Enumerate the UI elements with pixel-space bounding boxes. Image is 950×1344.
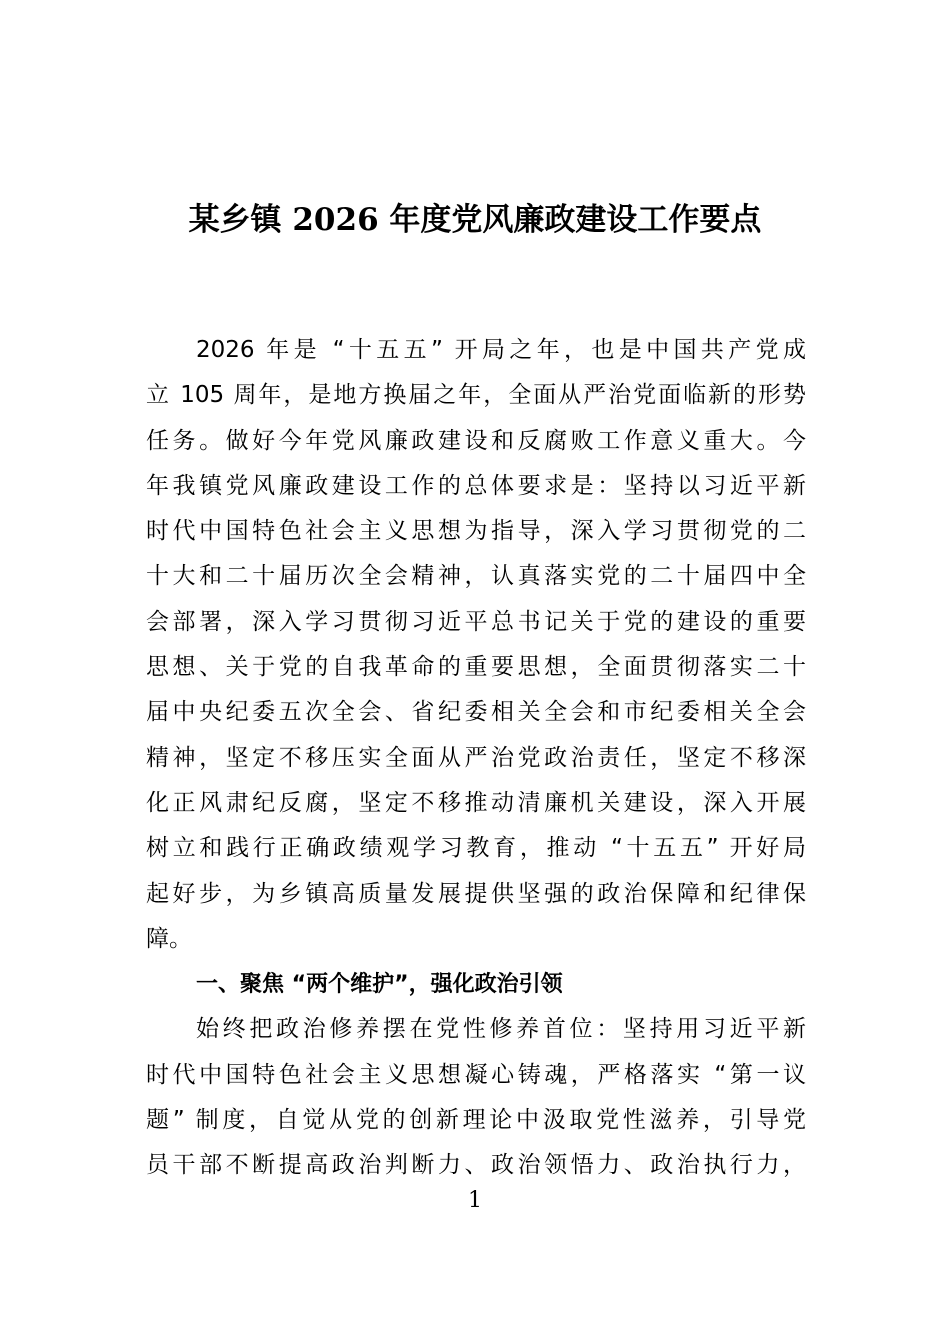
paragraph-line: 化正风肃纪反腐，坚定不移推动清廉机关建设，深入开展 [146, 789, 806, 816]
paragraph-line: 树立和践行正确政绩观学习教育，推动 “十五五” 开好局 [146, 835, 806, 862]
paragraph-line: 任务。做好今年党风廉政建设和反腐败工作意义重大。今 [146, 427, 806, 454]
paragraph-line: 会部署，深入学习贯彻习近平总书记关于党的建设的重要 [146, 608, 806, 635]
paragraph-line: 年我镇党风廉政建设工作的总体要求是：坚持以习近平新 [146, 472, 806, 499]
paragraph-line: 员干部不断提高政治判断力、政治领悟力、政治执行力， [146, 1152, 806, 1179]
paragraph-line: 始终把政治修养摆在党性修养首位：坚持用习近平新 [196, 1016, 806, 1043]
paragraph-line: 届中央纪委五次全会、省纪委相关全会和市纪委相关全会 [146, 699, 806, 726]
paragraph-line: 思想、关于党的自我革命的重要思想，全面贯彻落实二十 [146, 654, 806, 681]
document-title: 某乡镇 2026 年度党风廉政建设工作要点 [188, 202, 762, 238]
paragraph-line: 时代中国特色社会主义思想为指导，深入学习贯彻党的二 [146, 518, 806, 545]
paragraph-line: 精神，坚定不移压实全面从严治党政治责任，坚定不移深 [146, 744, 806, 771]
paragraph-line: 立 105 周年，是地方换届之年，全面从严治党面临新的形势 [146, 382, 806, 409]
paragraph-line: 题” 制度，自觉从党的创新理论中汲取党性滋养，引导党 [146, 1107, 806, 1134]
page-number: 1 [468, 1188, 482, 1213]
paragraph-line: 起好步，为乡镇高质量发展提供坚强的政治保障和纪律保 [146, 880, 806, 907]
section-heading: 一、聚焦 “两个维护”，强化政治引领 [196, 972, 563, 998]
paragraph-line: 时代中国特色社会主义思想凝心铸魂，严格落实 “第一议 [146, 1061, 806, 1088]
paragraph-line: 十大和二十届历次全会精神，认真落实党的二十届四中全 [146, 563, 806, 590]
paragraph-line: 2026 年是 “十五五” 开局之年，也是中国共产党成 [196, 337, 806, 363]
paragraph-line: 障。 [146, 925, 192, 952]
document-body [146, 328, 806, 1189]
